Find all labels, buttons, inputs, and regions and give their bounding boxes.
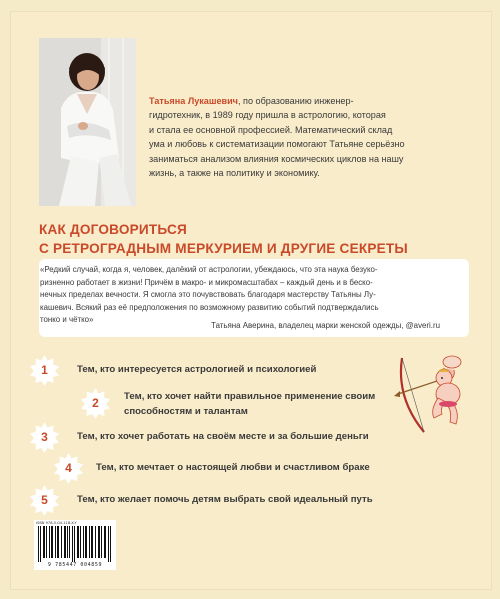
quote-line: нечных пределах вечности. Я смогла это почувствовать благодаря мастерству Татьяны Лу- (40, 290, 376, 300)
badge-3 (28, 421, 61, 454)
author-photo (39, 38, 136, 206)
bio-line-1: Татьяна Лукашевич, по образованию инженер- (149, 96, 354, 106)
badge-5 (28, 484, 61, 517)
quote-line: «Редкий случай, когда я, человек, далёкий от астрологии, убеждаюсь, что эта наука безуко- (40, 265, 378, 274)
bio-line: жизнь, а также на политику и экономику. (149, 168, 320, 179)
headline (39, 220, 479, 258)
badge-number: 1 (41, 363, 48, 377)
badge-2 (79, 387, 112, 420)
badge-number: 4 (65, 461, 72, 475)
audience-item-2: Тем, кто хочет найти правильное применение своим способностям и талантам (124, 391, 376, 417)
barcode-digits: 9 785447 004859 (47, 562, 103, 568)
bio-line: и стала ее основной профессией. Математический склад (149, 124, 393, 135)
badge-4 (52, 452, 85, 485)
author-name: Татьяна Лукашевич (149, 96, 238, 106)
badge-number: 5 (41, 493, 48, 507)
quote-text (40, 264, 438, 327)
audience-item-4: Тем, кто мечтает о настоящей любви и счастливом браке (96, 462, 370, 473)
audience-item-3: Тем, кто хочет работать на своём месте и за большие деньги (77, 431, 369, 442)
badge-number: 2 (92, 396, 99, 410)
badge-number: 3 (41, 430, 48, 444)
audience-item-5: Тем, кто желает помочь детям выбрать свой идеальный путь (77, 494, 373, 505)
isbn-label: ISBN 978-5-04-118-X-Y (36, 521, 77, 525)
barcode-icon (38, 526, 112, 562)
quote-author: Татьяна Аверина, владелец марки женской одежды, @averi.ru (211, 321, 440, 330)
bio-line: заниматься анализом влияния космических циклов на нашу (149, 153, 404, 164)
headline-line-2: С РЕТРОГРАДНЫМ МЕРКУРИЕМ И ДРУГИЕ СЕКРЕТЫ (39, 241, 408, 256)
isbn-barcode (34, 520, 116, 570)
headline-line-1: КАК ДОГОВОРИТЬСЯ (39, 222, 187, 237)
quote-line: ризненно работает в жизни! Причём в макро- и микромасштабах – каждый день и в беско- (40, 277, 373, 287)
quote-line: тонко и чётко» (40, 315, 94, 325)
cupid-icon (394, 348, 470, 438)
badge-1 (28, 354, 61, 387)
author-bio (149, 94, 461, 180)
quote-line: кашевич. Всякий раз её предположения по возможному развитию событий подтверждались (40, 302, 379, 312)
author-photo-illustration (39, 38, 136, 206)
bio-line: ума и любовь к систематизации помогают Татьяне серьёзно (149, 139, 405, 150)
audience-item-1: Тем, кто интересуется астрологией и психологией (77, 364, 317, 375)
bio-line: гидротехник, в 1989 году пришла в астрологию, которая (149, 110, 386, 121)
